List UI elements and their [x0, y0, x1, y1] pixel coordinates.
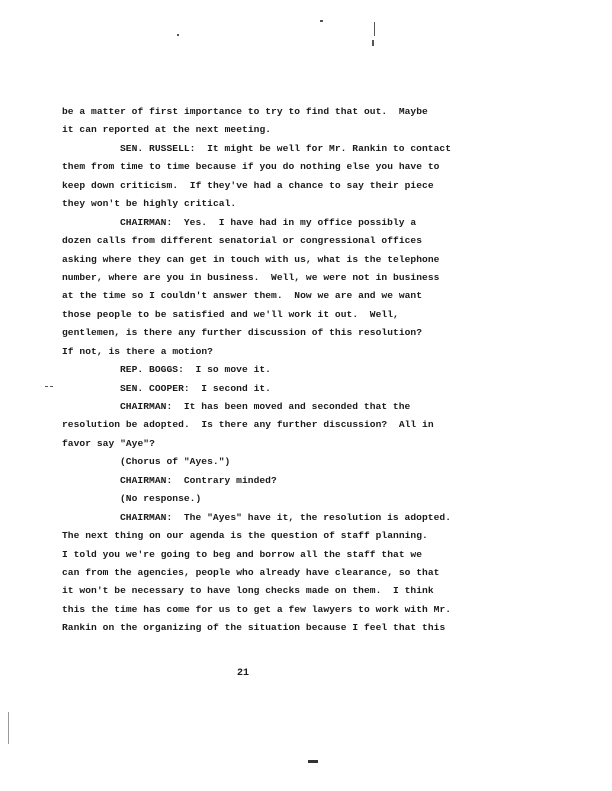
- transcript-line: asking where they can get in touch with us, what is the telephone: [62, 253, 440, 265]
- transcript-line: dozen calls from different senatorial or congressional offices: [62, 235, 423, 247]
- transcript-line: Rankin on the organizing of the situation because I feel that this: [62, 622, 446, 634]
- transcript-line: it won't be necessary to have long checks made on them. I think: [62, 585, 434, 597]
- scan-mark: [374, 22, 375, 36]
- transcript-line: this the time has come for us to get a few lawyers to work with Mr.: [62, 603, 452, 615]
- scan-mark: [8, 712, 9, 744]
- transcript-line: be a matter of first importance to try to find that out. Maybe: [62, 106, 428, 117]
- transcript-line: SEN. COOPER: I second it.: [120, 382, 271, 394]
- transcript-line: can from the agencies, people who already have clearance, so that: [62, 566, 440, 578]
- transcript-line: it can reported at the next meeting.: [62, 124, 272, 136]
- transcript-line: them from time to time because if you do nothing else you have to: [62, 161, 440, 173]
- transcript-line: gentlemen, is there any further discussion of this resolution?: [62, 327, 423, 339]
- transcript-line: resolution be adopted. Is there any further discussion? All in: [62, 419, 434, 431]
- transcript-line: they won't be highly critical.: [62, 198, 237, 210]
- scan-mark: [177, 34, 179, 36]
- transcript-line: number, where are you in business. Well, we were not in business: [62, 271, 440, 283]
- scan-mark: [308, 760, 318, 763]
- transcript-line: those people to be satisfied and we'll work it out. Well,: [62, 308, 399, 320]
- transcript-line: SEN. RUSSELL: It might be well for Mr. Rankin to contact: [120, 142, 452, 154]
- transcript-line: (Chorus of "Ayes."): [120, 456, 231, 468]
- transcript-line: at the time so I couldn't answer them. Now we are and we want: [62, 290, 423, 302]
- transcript-line: keep down criticism. If they've had a chance to say their piece: [62, 179, 434, 191]
- scan-mark: [372, 40, 374, 46]
- transcript-line: (No response.): [120, 493, 202, 505]
- transcript-line: CHAIRMAN: The "Ayes" have it, the resolution is adopted.: [120, 511, 452, 523]
- transcript-line: favor say "Aye"?: [62, 437, 155, 449]
- transcript-line: If not, is there a motion?: [62, 345, 213, 357]
- scan-mark: [50, 386, 53, 387]
- transcript-line: REP. BOGGS: I so move it.: [120, 364, 271, 376]
- transcript-body: [62, 103, 452, 638]
- transcript-line: I told you we're going to beg and borrow all the staff that we: [62, 548, 423, 560]
- transcript-line: CHAIRMAN: Yes. I have had in my office possibly a: [120, 216, 417, 228]
- scan-mark: [45, 386, 48, 387]
- transcript-line: CHAIRMAN: It has been moved and seconded that the: [120, 401, 411, 412]
- transcript-line: The next thing on our agenda is the question of staff planning.: [62, 530, 428, 542]
- scan-mark: [320, 20, 323, 22]
- page-number: 21: [237, 668, 250, 679]
- transcript-line: CHAIRMAN: Contrary minded?: [120, 474, 277, 486]
